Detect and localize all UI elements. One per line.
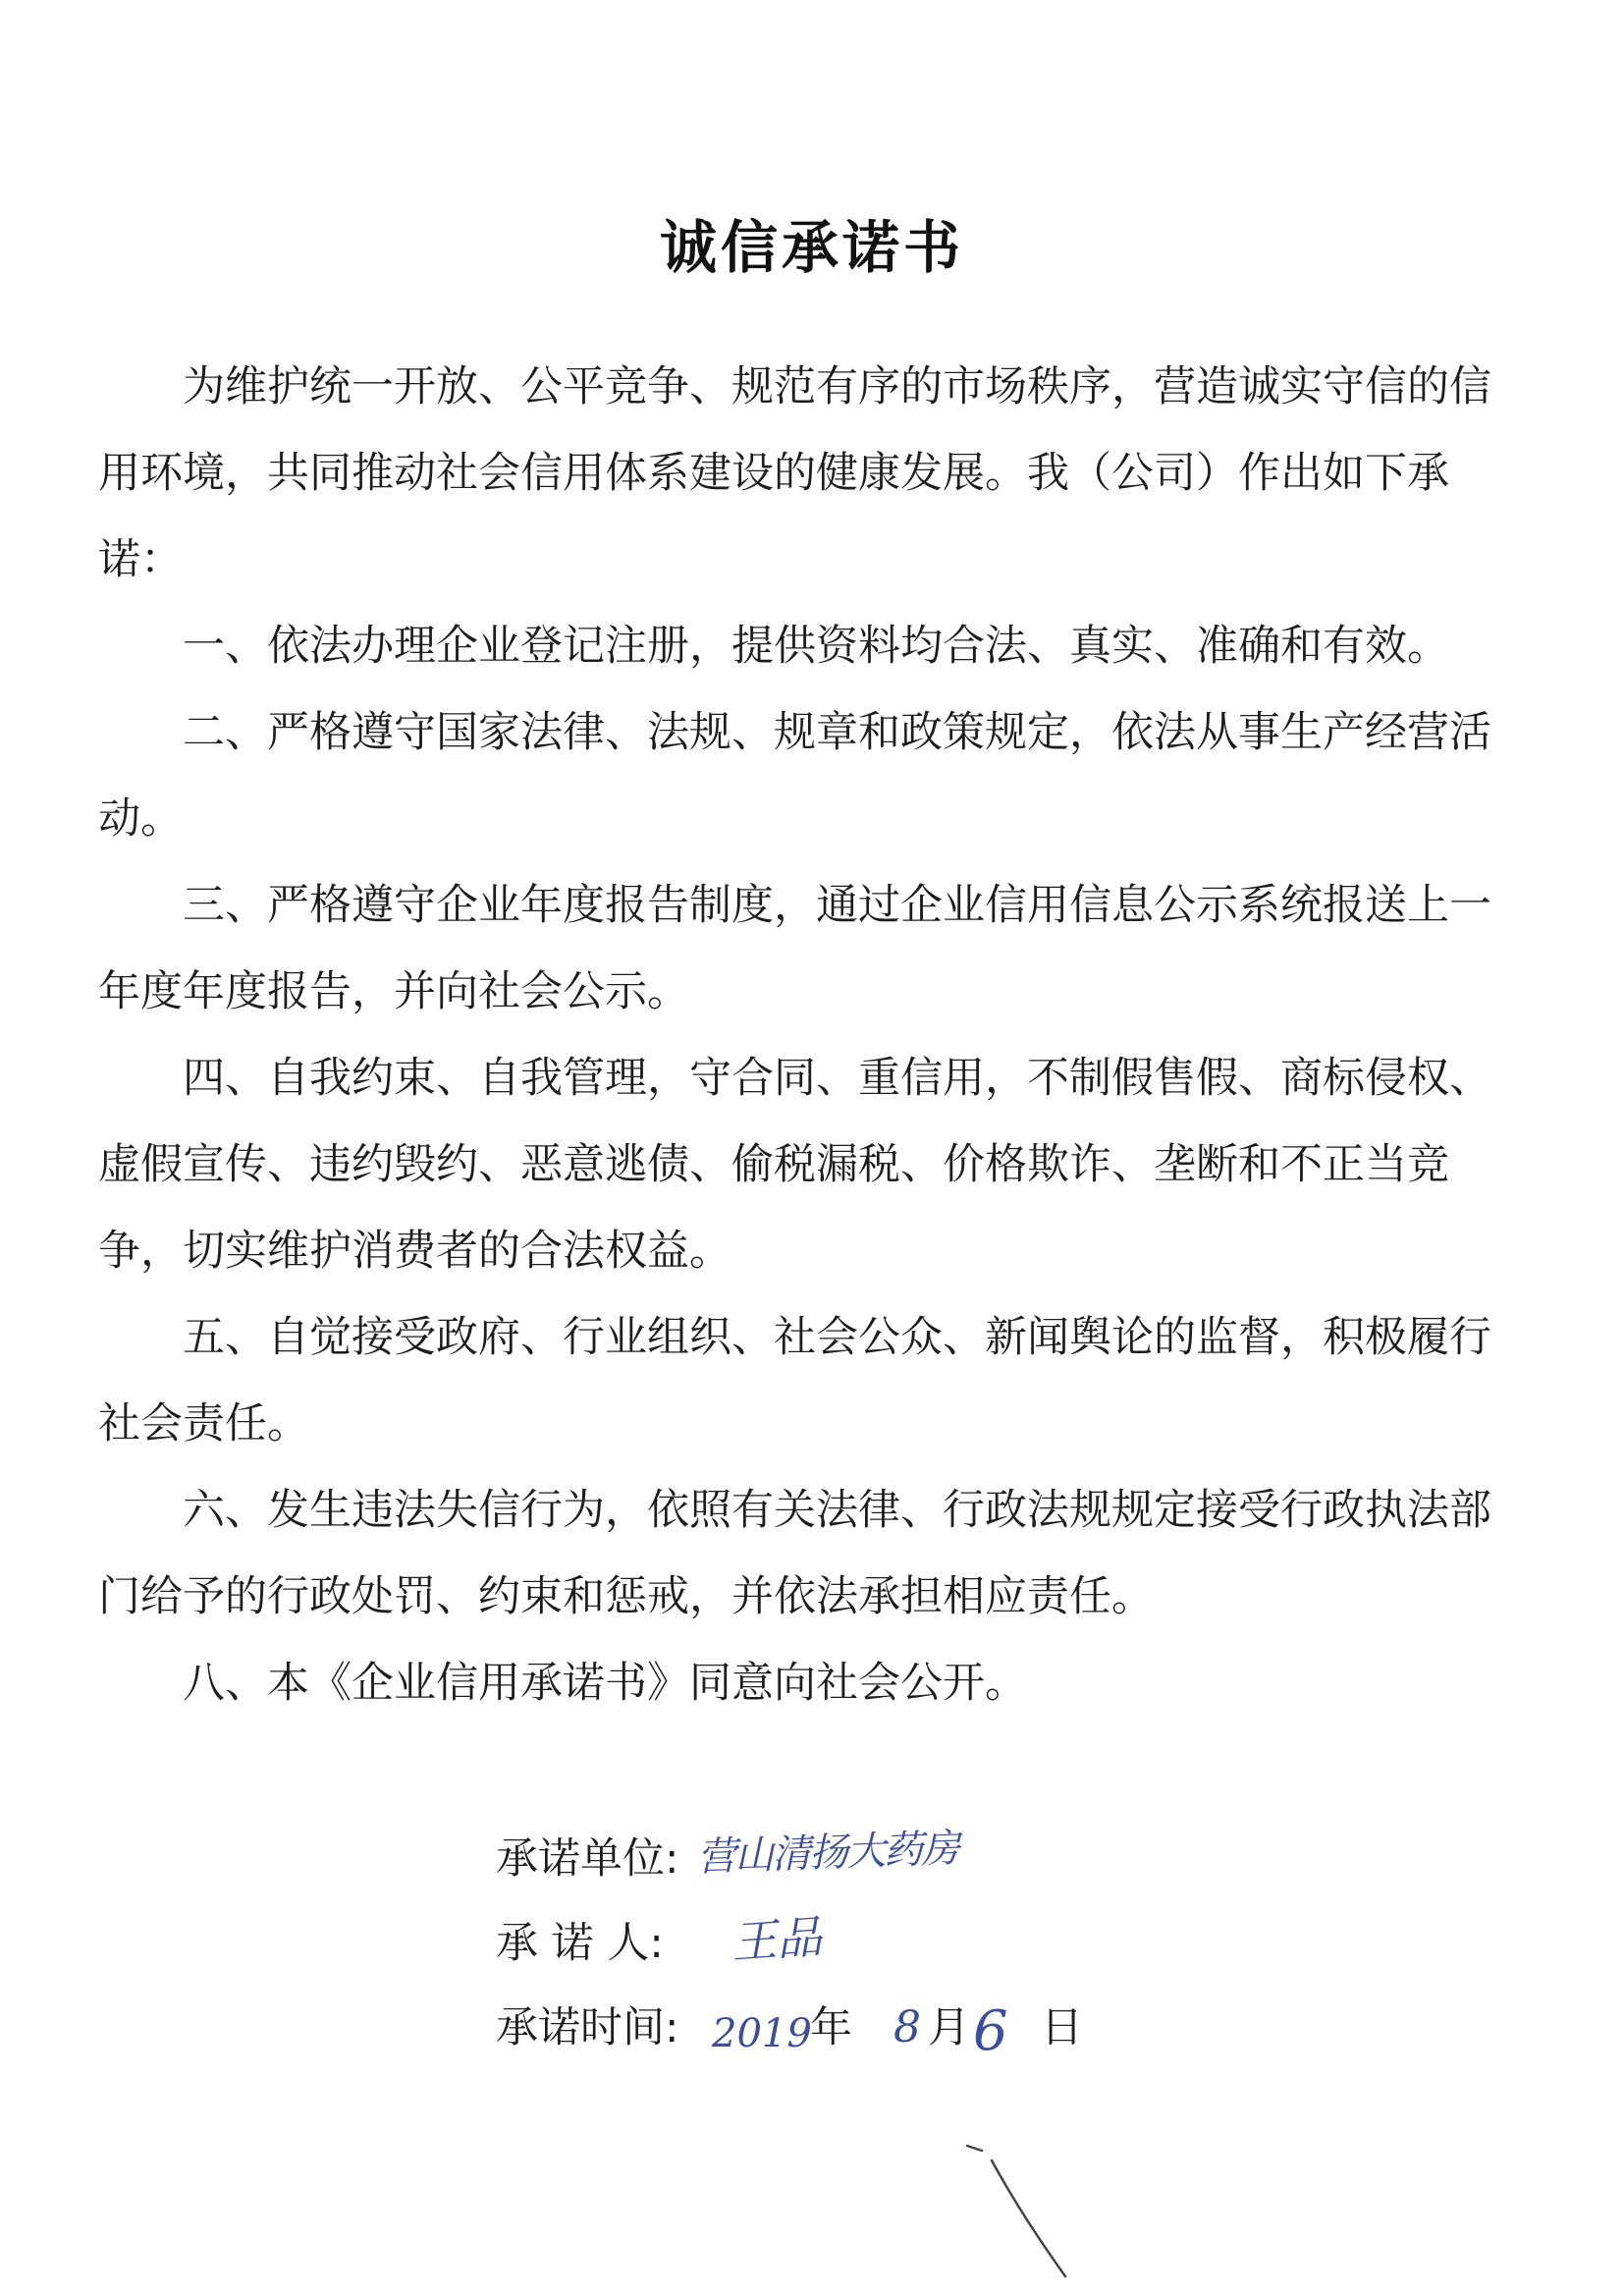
unit-handwritten-value: 营山清扬大药房 <box>696 1826 959 1881</box>
document-title: 诚信承诺书 <box>659 214 964 281</box>
year-unit: 年 <box>810 2003 852 2052</box>
paragraph-item-2: 二、严格遵守国家法律、法规、规章和政策规定，依法从事生产经营活动。 <box>98 708 1491 844</box>
paragraph-item-8: 八、本《企业信用承诺书》同意向社会公开。 <box>183 1659 1027 1708</box>
paragraph-item-6: 六、发生违法失信行为，依照有关法律、行政法规规定接受行政执法部门给予的行政处罚、约束和惩戒，并依法承担相应责任。 <box>98 1486 1491 1621</box>
paragraph-intro: 为维护统一开放、公平竞争、规范有序的市场秩序，营造诚实守信的信用环境，共同推动社会信用体系建设的健康发展。我（公司）作出如下承诺： <box>98 362 1491 584</box>
paragraph-item-4: 四、自我约束、自我管理，守合同、重信用，不制假售假、商标侵权、虚假宣传、违约毁约、恶意逃债、偷税漏税、价格欺诈、垄断和不正当竞争，切实维护消费者的合法权益。 <box>98 1054 1491 1276</box>
signature-person-row <box>496 1901 824 1986</box>
day-handwritten-value: 6 <box>973 1999 1008 2063</box>
paragraph-item-1: 一、依法办理企业登记注册，提供资料均合法、真实、准确和有效。 <box>183 622 1449 671</box>
month-unit: 月 <box>928 2003 970 2052</box>
signature-time-row <box>496 1986 1083 2070</box>
month-handwritten-value: 8 <box>893 2002 921 2052</box>
stray-pen-stroke <box>967 2146 1065 2276</box>
signature-unit-row <box>496 1817 959 1901</box>
year-handwritten-value: 2019 <box>712 2011 812 2056</box>
day-unit: 日 <box>1041 2003 1083 2052</box>
paragraph-item-5: 五、自觉接受政府、行业组织、社会公众、新闻舆论的监督，积极履行社会责任。 <box>98 1313 1491 1449</box>
time-label: 承诺时间: <box>496 2003 679 2052</box>
unit-label: 承诺单位: <box>496 1834 679 1884</box>
document-body <box>98 344 1512 1726</box>
person-label: 承 诺 人: <box>496 1919 664 1968</box>
signature-block <box>496 1817 1083 2070</box>
person-handwritten-signature: 王品 <box>730 1909 824 1970</box>
paragraph-item-3: 三、严格遵守企业年度报告制度，通过企业信用信息公示系统报送上一年度年度报告，并向社会公示。 <box>98 881 1491 1016</box>
